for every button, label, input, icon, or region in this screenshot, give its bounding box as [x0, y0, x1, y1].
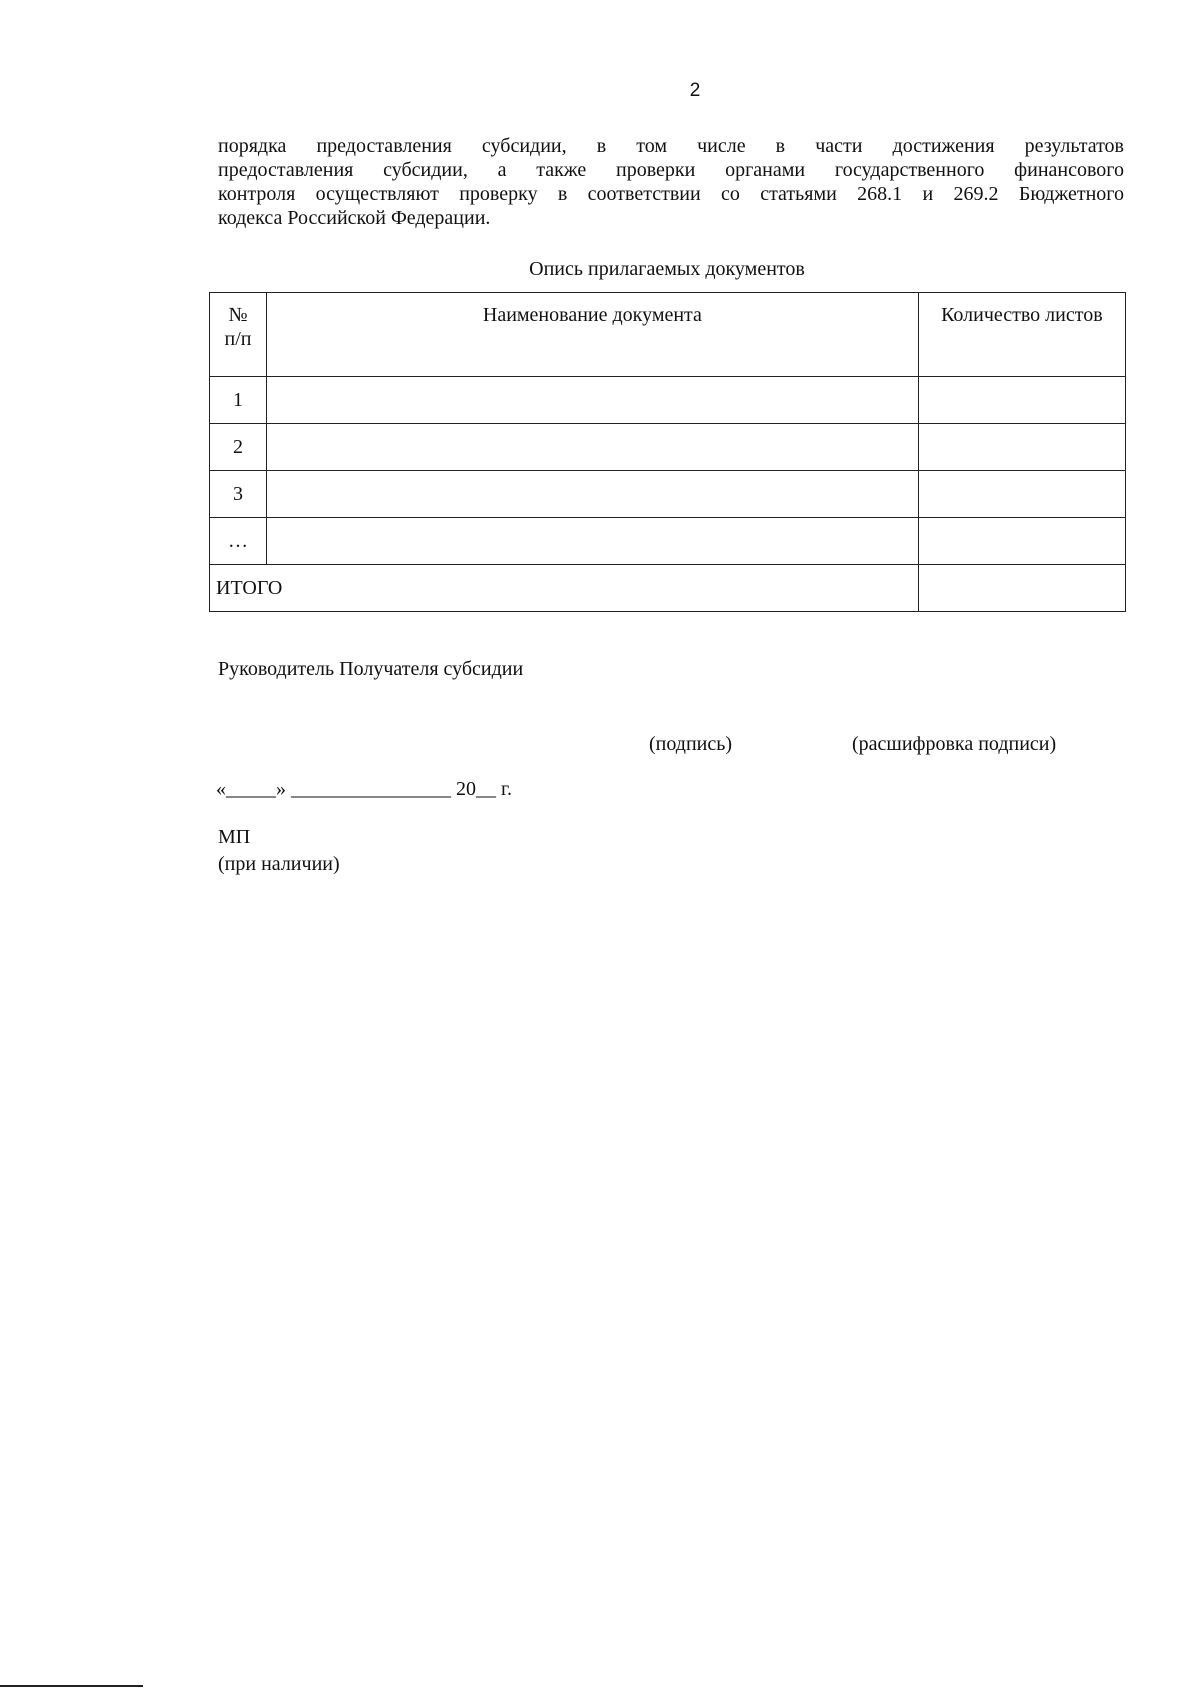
row-num: …: [210, 518, 267, 565]
signature-caption: (подпись): [649, 733, 733, 755]
header-count: Количество листов: [918, 293, 1125, 377]
stamp-block: [218, 824, 340, 878]
table-caption: Опись прилагаемых документов: [529, 258, 805, 280]
paragraph-line: порядка предоставления субсидии, в том числе в части достижения результатов: [218, 135, 1124, 157]
row-count: [918, 377, 1125, 424]
row-num: 2: [210, 424, 267, 471]
row-name: [267, 471, 919, 518]
table-row: [210, 471, 1126, 518]
table-header-row: [210, 293, 1126, 377]
row-num: 1: [210, 377, 267, 424]
row-name: [267, 518, 919, 565]
header-num-label: № п/п: [224, 304, 252, 350]
row-count: [918, 471, 1125, 518]
page-number: 2: [689, 80, 701, 101]
header-name: Наименование документа: [267, 293, 919, 377]
date-line: «_____» ________________ 20__ г.: [216, 778, 512, 800]
stamp-label: МП: [218, 826, 251, 848]
footer-rule: [0, 1685, 143, 1687]
total-value: [918, 565, 1125, 612]
table-row: [210, 377, 1126, 424]
paragraph-line: контроля осуществляют проверку в соответствии со статьями 268.1 и 269.2 Бюджетного: [218, 183, 1124, 205]
signature-decode-caption: (расшифровка подписи): [852, 733, 1057, 755]
total-label: ИТОГО: [210, 565, 919, 612]
documents-table: [209, 292, 1126, 612]
paragraph-line: предоставления субсидии, а также проверки органами государственного финансового: [218, 159, 1124, 181]
table-total-row: [210, 565, 1126, 612]
paragraph-line: кодекса Российской Федерации.: [218, 207, 491, 229]
body-paragraph: [218, 134, 1124, 230]
row-name: [267, 424, 919, 471]
signer-title: Руководитель Получателя субсидии: [218, 658, 524, 680]
header-num: [210, 293, 267, 377]
table-row: [210, 518, 1126, 565]
row-count: [918, 424, 1125, 471]
row-name: [267, 377, 919, 424]
table-row: [210, 424, 1126, 471]
row-num: 3: [210, 471, 267, 518]
stamp-note: (при наличии): [218, 853, 340, 875]
row-count: [918, 518, 1125, 565]
